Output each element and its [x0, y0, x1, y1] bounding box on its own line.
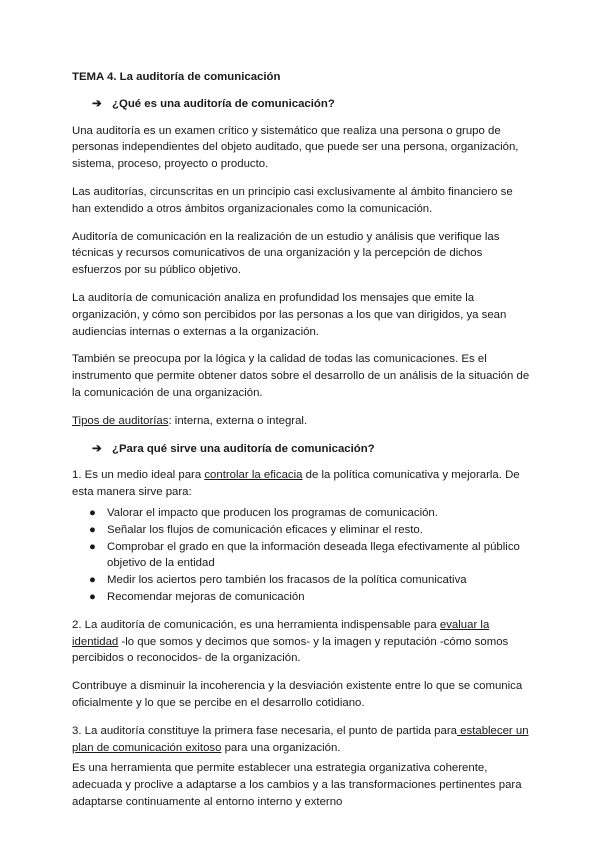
arrow-icon: ➔ [92, 97, 102, 110]
underlined-phrase: controlar la eficacia [204, 469, 303, 482]
paragraph-purpose-1 [72, 467, 530, 501]
list-item [72, 539, 530, 573]
paragraph-strategy-tool: Es una herramienta que permite establecer una estrategia organizativa coherente, adecuada y proclive a adaptarse a los cambios y a las transformaciones pertinentes para adaptarse continuamente al entorno interno y externo [72, 762, 522, 808]
underlined-phrase: establecer un plan de comunicación exitoso [72, 724, 529, 754]
list-item-text: Comprobar el grado en que la información deseada llega efectivamente al público objetivo de la entidad [107, 540, 520, 570]
paragraph-communication-audit: Auditoría de comunicación en la realización de un estudio y análisis que verifique las técnicas y recursos comunicativos de una organización y la percepción de dichos esfuerzos por su público objetivo. [72, 230, 500, 277]
text-segment: para una organización. [221, 741, 341, 754]
list-item-text: Valorar el impacto que producen los programas de comunicación. [107, 506, 438, 519]
document-title: TEMA 4. La auditoría de comunicación [72, 71, 281, 83]
paragraph-message-analysis: La auditoría de comunicación analiza en profundidad los mensajes que emite la organización, y cómo son percibidos por las personas a los que van dirigidos, ya sean audiencias internas o externas a la organización. [72, 291, 507, 338]
bullet-icon: ● [89, 523, 96, 536]
list-item [72, 522, 530, 539]
list-item [72, 572, 530, 589]
paragraph-purpose-2 [72, 617, 530, 667]
audit-types-list: : interna, externa o integral. [168, 414, 308, 427]
paragraph-audit-types [72, 413, 530, 430]
bullet-icon: ● [89, 590, 96, 603]
section-heading-purpose [92, 441, 530, 458]
list-item-text: Medir los aciertos pero también los fracasos de la política comunicativa [107, 574, 467, 587]
text-segment: 2. La auditoría de comunicación, es una herramienta indispensable para [72, 618, 440, 631]
list-item-text: Recomendar mejoras de comunicación [107, 590, 305, 603]
list-item-text: Señalar los flujos de comunicación eficaces y eliminar el resto. [107, 523, 423, 536]
bullet-icon: ● [89, 574, 96, 587]
paragraph-financial-scope: Las auditorías, circunscritas en un principio casi exclusivamente al ámbito financiero se han extendido a otros ámbitos organizacionales como la comunicación. [72, 185, 513, 215]
list-item [72, 505, 530, 522]
list-item [72, 589, 530, 606]
audit-types-label: Tipos de auditorías [72, 414, 169, 427]
section-heading-text: ¿Qué es una auditoría de comunicación? [112, 97, 335, 110]
purpose-bullet-list [72, 505, 530, 606]
paragraph-incoherence: Contribuye a disminuir la incoherencia y la desviación existente entre lo que se comunica oficialmente y lo que se percibe en el desarrollo cotidiano. [72, 680, 523, 709]
arrow-icon: ➔ [92, 442, 102, 455]
paragraph-purpose-3 [72, 723, 530, 757]
section-heading-text: ¿Para qué sirve una auditoría de comunicación? [112, 442, 375, 455]
bullet-icon: ● [89, 540, 96, 553]
text-segment: de la política comunicativa y mejorarla. De esta manera sirve para: [72, 469, 520, 499]
section-heading-what-is [92, 96, 530, 113]
text-segment: 3. La auditoría constituye la primera fase necesaria, el punto de partida para [72, 724, 457, 737]
bullet-icon: ● [89, 506, 96, 519]
text-segment: 1. Es un medio ideal para [72, 469, 205, 482]
text-segment: -lo que somos y decimos que somos- y la imagen y reputación -cómo somos percibidos o reconocidos- de la organización. [72, 635, 509, 665]
paragraph-logic-quality: También se preocupa por la lógica y la calidad de todas las comunicaciones. Es el instrumento que permite obtener datos sobre el desarrollo de un análisis de la situación de la comunicación de una organización. [72, 353, 530, 399]
underlined-phrase: evaluar la identidad [72, 618, 490, 648]
paragraph-definition: Una auditoría es un examen crítico y sistemático que realiza una persona o grupo de personas independientes del objeto auditado, que puede ser una persona, organización, sistema, proceso, proyecto o producto. [72, 124, 519, 171]
